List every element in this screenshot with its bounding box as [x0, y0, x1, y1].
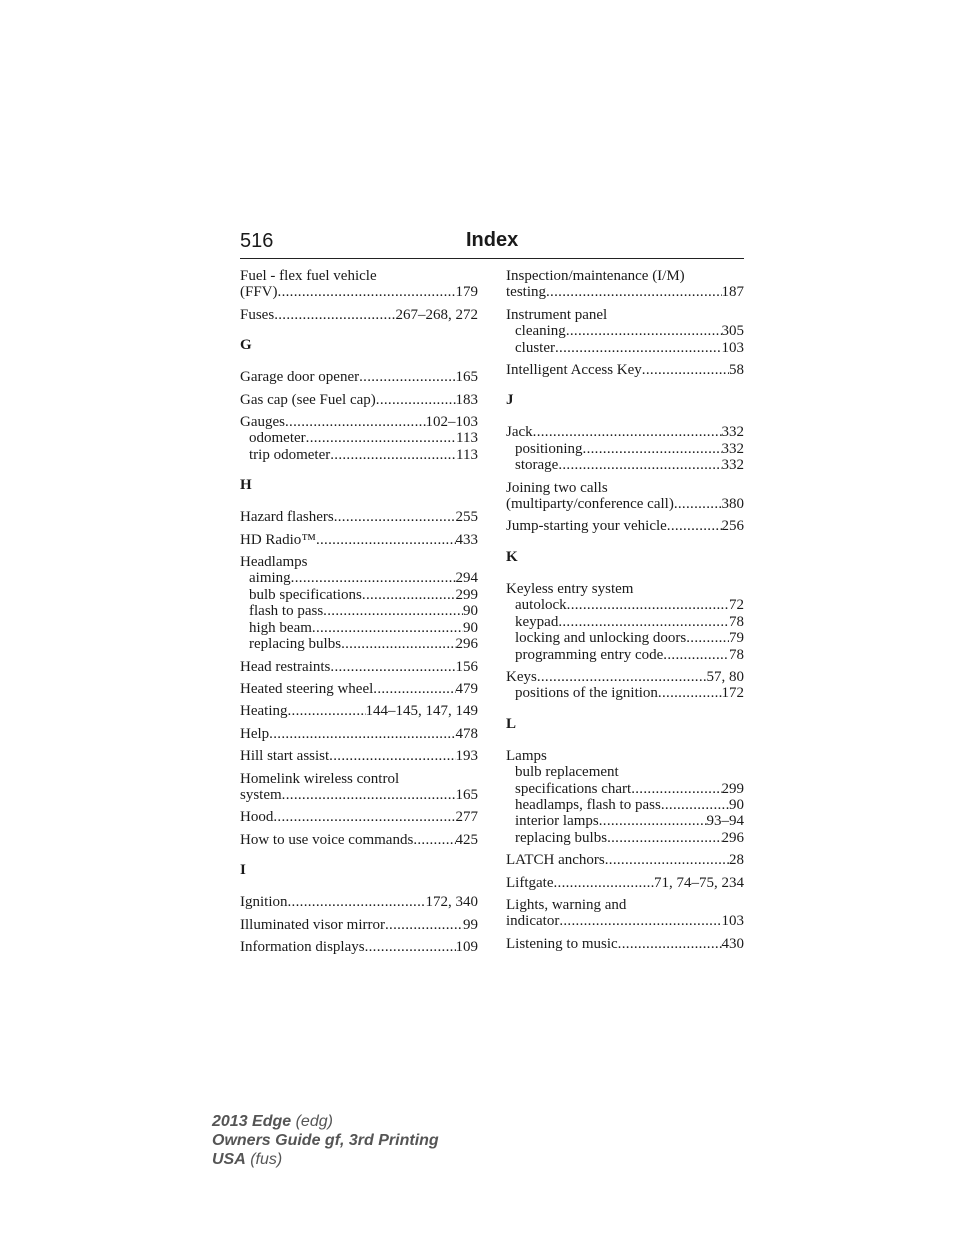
entry-term: LATCH anchors: [506, 852, 605, 869]
page-reference: 72: [729, 597, 744, 614]
entry-term: specifications chart: [515, 780, 632, 797]
section-letter: G: [240, 337, 252, 354]
entry-term: bulb replacement: [515, 764, 619, 781]
dot-leader: [278, 284, 456, 300]
dot-leader: [546, 284, 722, 300]
page-reference: 71, 74–75, 234: [654, 874, 744, 891]
index-entry-line: [506, 936, 744, 952]
dot-leader: [291, 570, 456, 586]
entry-term: keypad: [515, 613, 559, 630]
dot-leader: [566, 323, 722, 339]
entry-term: Heating: [240, 703, 288, 720]
index-subentry-line: [240, 430, 478, 446]
dot-leader: [359, 369, 455, 385]
index-entry: [506, 307, 744, 356]
page-header: [240, 228, 744, 259]
index-subentry-line: [506, 323, 744, 339]
dot-leader: [362, 587, 456, 603]
dot-leader: [316, 532, 456, 548]
entry-term: system: [240, 786, 282, 803]
page-reference: 172: [721, 685, 744, 702]
dot-leader: [631, 781, 721, 797]
page-reference: 28: [729, 852, 744, 869]
page-reference: 256: [721, 518, 744, 535]
entry-term: Headlamps: [240, 554, 308, 571]
dot-leader: [533, 424, 722, 440]
index-entry-line: [240, 771, 478, 787]
dot-leader: [667, 518, 722, 534]
dot-leader: [288, 894, 426, 910]
dot-leader: [274, 307, 395, 323]
entry-term: Fuel - flex fuel vehicle: [240, 268, 377, 284]
entry-term: positions of the ignition: [515, 685, 658, 702]
index-entry: [240, 369, 478, 385]
index-column-right: [506, 268, 744, 958]
index-entry-line: [240, 809, 478, 825]
page-reference: 58: [729, 362, 744, 379]
page-reference: 299: [721, 780, 744, 797]
index-subentry-line: [240, 447, 478, 463]
section-letter: I: [240, 862, 246, 879]
index-entry: [240, 681, 478, 697]
index-entry: [240, 703, 478, 719]
dot-leader: [567, 597, 729, 613]
dot-leader: [330, 447, 456, 463]
index-subentry-line: [506, 441, 744, 457]
index-entry: [506, 362, 744, 378]
page-reference: 433: [455, 531, 478, 548]
dot-leader: [583, 441, 722, 457]
entry-term: Lamps: [506, 747, 547, 764]
index-entry-line: [506, 268, 744, 284]
dot-leader: [306, 430, 456, 446]
entry-term: Instrument panel: [506, 306, 608, 323]
dot-leader: [661, 797, 729, 813]
page-reference: 103: [721, 913, 744, 930]
page-reference: 380: [721, 496, 744, 513]
entry-term: Gauges: [240, 414, 285, 431]
index-subentry-line: [506, 457, 744, 473]
entry-term: testing: [506, 284, 546, 301]
dot-leader: [287, 703, 365, 719]
index-entry-line: [240, 832, 478, 848]
page-reference: 113: [456, 430, 478, 447]
dot-leader: [599, 813, 707, 829]
dot-leader: [385, 917, 463, 933]
index-entry-line: [506, 362, 744, 378]
footer-market-code: (fus): [245, 1151, 283, 1168]
footer: [212, 1112, 439, 1169]
dot-leader: [674, 496, 722, 512]
page-reference: 332: [721, 424, 744, 441]
page-reference: 296: [721, 829, 744, 846]
index-entry: [506, 669, 744, 702]
index-entry: [240, 917, 478, 933]
index-entry: [240, 894, 478, 910]
page-reference: 296: [455, 636, 478, 653]
index-entry: [506, 424, 744, 473]
index-entry: [240, 532, 478, 548]
index-entry-line: [506, 496, 744, 512]
entry-term: indicator: [506, 913, 560, 930]
page-reference: 299: [455, 586, 478, 603]
index-entry-line: [240, 659, 478, 675]
page-reference: 156: [455, 658, 478, 675]
page-reference: 144–145, 147, 149: [365, 703, 478, 720]
index-entry-line: [240, 703, 478, 719]
index-entry-line: [240, 284, 478, 300]
page-reference: 113: [456, 446, 478, 463]
page-reference: 179: [455, 284, 478, 301]
dot-leader: [329, 748, 455, 764]
page-reference: 305: [721, 323, 744, 340]
section-letter: L: [506, 715, 517, 732]
index-entry-line: [506, 852, 744, 868]
index-entry: [240, 659, 478, 675]
page-reference: 165: [455, 369, 478, 386]
index-entry: [506, 936, 744, 952]
index-entry-line: [240, 307, 478, 323]
page-reference: 332: [721, 440, 744, 457]
footer-model: 2013 Edge: [212, 1113, 292, 1130]
page-reference: 478: [455, 725, 478, 742]
page-reference: 193: [455, 748, 478, 765]
page-reference: 294: [455, 570, 478, 587]
entry-term: HD Radio™: [240, 531, 316, 548]
index-entry-line: [240, 268, 478, 284]
footer-market: USA: [212, 1151, 246, 1168]
page-reference: 277: [455, 809, 478, 826]
index-entry: [240, 748, 478, 764]
index-entry: [240, 771, 478, 804]
page-reference: 93–94: [706, 813, 744, 830]
index-entry-line: [240, 509, 478, 525]
index-subentry-line: [240, 636, 478, 652]
index-subentry-line: [506, 797, 744, 813]
index-entry-line: [240, 554, 478, 570]
dot-leader: [658, 685, 722, 701]
entry-term: replacing bulbs: [515, 829, 608, 846]
entry-term: Homelink wireless control: [240, 770, 400, 787]
entry-term: Illuminated visor mirror: [240, 916, 385, 933]
entry-term: cluster: [515, 339, 555, 356]
index-entry-line: [240, 392, 478, 408]
index-entry-line: [506, 284, 744, 300]
dot-leader: [273, 809, 455, 825]
index-entry: [506, 268, 744, 301]
entry-term: cleaning: [515, 323, 566, 340]
dot-leader: [555, 340, 722, 356]
entry-term: Jack: [506, 424, 533, 441]
index-subentry-line: [506, 764, 744, 780]
dot-leader: [413, 832, 455, 848]
entry-term: Head restraints: [240, 658, 331, 675]
page-reference: 255: [455, 509, 478, 526]
page-reference: 187: [721, 284, 744, 301]
index-subentry-line: [506, 340, 744, 356]
index-entry: [240, 414, 478, 463]
index-column-left: [240, 268, 478, 961]
index-entry: [506, 480, 744, 513]
dot-leader: [618, 936, 722, 952]
page-reference: 79: [729, 630, 744, 647]
index-entry-line: [506, 669, 744, 685]
index-entry-line: [240, 748, 478, 764]
index-entry: [240, 268, 478, 301]
dot-leader: [334, 509, 456, 525]
index-entry: [240, 809, 478, 825]
index-subentry-line: [506, 630, 744, 646]
index-subentry-line: [506, 685, 744, 701]
entry-term: odometer: [249, 430, 306, 447]
dot-leader: [269, 726, 455, 742]
index-entry-line: [506, 897, 744, 913]
index-subentry-line: [506, 614, 744, 630]
index-subentry-line: [506, 647, 744, 663]
dot-leader: [285, 414, 426, 430]
page-reference: 57, 80: [706, 668, 744, 685]
index-subentry-line: [506, 830, 744, 846]
page-reference: 172, 340: [425, 894, 478, 911]
entry-term: Keys: [506, 668, 537, 685]
entry-term: Hazard flashers: [240, 509, 334, 526]
index-entry-line: [506, 518, 744, 534]
dot-leader: [330, 659, 455, 675]
dot-leader: [312, 620, 463, 636]
footer-line-3: [212, 1150, 439, 1169]
entry-term: Listening to music: [506, 935, 618, 952]
section-letter: K: [506, 548, 518, 565]
entry-term: (FFV): [240, 284, 278, 301]
index-entry: [240, 832, 478, 848]
entry-term: aiming: [249, 570, 291, 587]
page-reference: 103: [721, 339, 744, 356]
entry-term: programming entry code: [515, 646, 664, 663]
index-entry-line: [240, 532, 478, 548]
page-reference: 99: [463, 916, 478, 933]
index-entry-line: [506, 307, 744, 323]
dot-leader: [553, 875, 654, 891]
footer-line-1: [212, 1112, 439, 1131]
section-letter: J: [506, 392, 514, 409]
section-letter: H: [240, 477, 252, 494]
entry-term: Inspection/maintenance (I/M): [506, 268, 685, 284]
entry-term: Liftgate: [506, 874, 554, 891]
dot-leader: [282, 787, 456, 803]
page-reference: 183: [455, 391, 478, 408]
page-reference: 425: [455, 831, 478, 848]
entry-term: Hill start assist: [240, 748, 330, 765]
index-entry: [506, 875, 744, 891]
index-entry: [506, 518, 744, 534]
page-reference: 332: [721, 457, 744, 474]
index-entry-line: [240, 681, 478, 697]
dot-leader: [642, 362, 729, 378]
entry-term: flash to pass: [249, 603, 324, 620]
index-entry: [240, 307, 478, 323]
index-subentry-line: [240, 570, 478, 586]
index-entry-line: [240, 939, 478, 955]
dot-leader: [376, 392, 456, 408]
entry-term: interior lamps: [515, 813, 599, 830]
entry-term: Keyless entry system: [506, 580, 634, 597]
entry-term: Help: [240, 725, 270, 742]
page-reference: 109: [455, 938, 478, 955]
index-entry: [240, 554, 478, 652]
entry-term: trip odometer: [249, 446, 331, 463]
entry-term: Information displays: [240, 938, 365, 955]
entry-term: Gas cap (see Fuel cap): [240, 391, 376, 408]
index-entry-line: [506, 480, 744, 496]
entry-term: headlamps, flash to pass: [515, 796, 661, 813]
entry-term: replacing bulbs: [249, 636, 342, 653]
index-entry: [240, 392, 478, 408]
index-entry-line: [240, 414, 478, 430]
entry-term: Intelligent Access Key: [506, 362, 642, 379]
index-entry: [506, 748, 744, 846]
dot-leader: [686, 630, 729, 646]
entry-term: bulb specifications: [249, 586, 362, 603]
index-subentry-line: [240, 620, 478, 636]
page-reference: 479: [455, 680, 478, 697]
entry-term: Joining two calls: [506, 479, 608, 496]
entry-term: Lights, warning and: [506, 896, 627, 913]
index-entry-line: [240, 726, 478, 742]
page-reference: 165: [455, 786, 478, 803]
footer-model-code: (edg): [291, 1113, 333, 1130]
dot-leader: [558, 614, 729, 630]
entry-term: Heated steering wheel: [240, 680, 374, 697]
page-reference: 102–103: [425, 414, 478, 431]
index-entry-line: [506, 581, 744, 597]
index-entry: [240, 726, 478, 742]
page-reference: 267–268, 272: [395, 306, 478, 323]
dot-leader: [365, 939, 456, 955]
entry-term: autolock: [515, 597, 567, 614]
index-entry-line: [240, 787, 478, 803]
dot-leader: [663, 647, 729, 663]
index-subentry-line: [506, 813, 744, 829]
entry-term: positioning: [515, 440, 583, 457]
index-entry: [506, 897, 744, 930]
entry-term: locking and unlocking doors: [515, 630, 687, 647]
entry-term: high beam: [249, 619, 312, 636]
index-entry: [240, 939, 478, 955]
page-reference: 90: [463, 619, 478, 636]
dot-leader: [323, 603, 463, 619]
index-subentry-line: [506, 781, 744, 797]
page-number: 516: [240, 230, 274, 252]
index-subentry-line: [240, 603, 478, 619]
dot-leader: [341, 636, 455, 652]
entry-term: Garage door opener: [240, 369, 360, 386]
entry-term: How to use voice commands: [240, 831, 414, 848]
dot-leader: [537, 669, 707, 685]
page-title: Index: [466, 229, 519, 251]
entry-term: Fuses: [240, 306, 275, 323]
entry-term: Ignition: [240, 894, 288, 911]
index-entry-line: [506, 424, 744, 440]
index-entry-line: [506, 913, 744, 929]
page-reference: 78: [729, 613, 744, 630]
index-entry-line: [240, 369, 478, 385]
index-entry-line: [240, 917, 478, 933]
index-entry-line: [506, 748, 744, 764]
index-entry-line: [506, 875, 744, 891]
index-entry: [506, 581, 744, 663]
index-entry: [506, 852, 744, 868]
dot-leader: [558, 457, 721, 473]
page-reference: 430: [721, 935, 744, 952]
dot-leader: [373, 681, 455, 697]
page-reference: 78: [729, 646, 744, 663]
page-reference: 90: [729, 796, 744, 813]
dot-leader: [559, 913, 721, 929]
footer-line-2: Owners Guide gf, 3rd Printing: [212, 1132, 439, 1149]
dot-leader: [607, 830, 721, 846]
page-reference: 90: [463, 603, 478, 620]
index-entry: [240, 509, 478, 525]
entry-term: storage: [515, 457, 559, 474]
entry-term: Hood: [240, 809, 274, 826]
entry-term: (multiparty/conference call): [506, 496, 674, 513]
index-subentry-line: [506, 597, 744, 613]
entry-term: Jump-starting your vehicle: [506, 518, 667, 535]
index-subentry-line: [240, 587, 478, 603]
dot-leader: [605, 852, 729, 868]
index-entry-line: [240, 894, 478, 910]
